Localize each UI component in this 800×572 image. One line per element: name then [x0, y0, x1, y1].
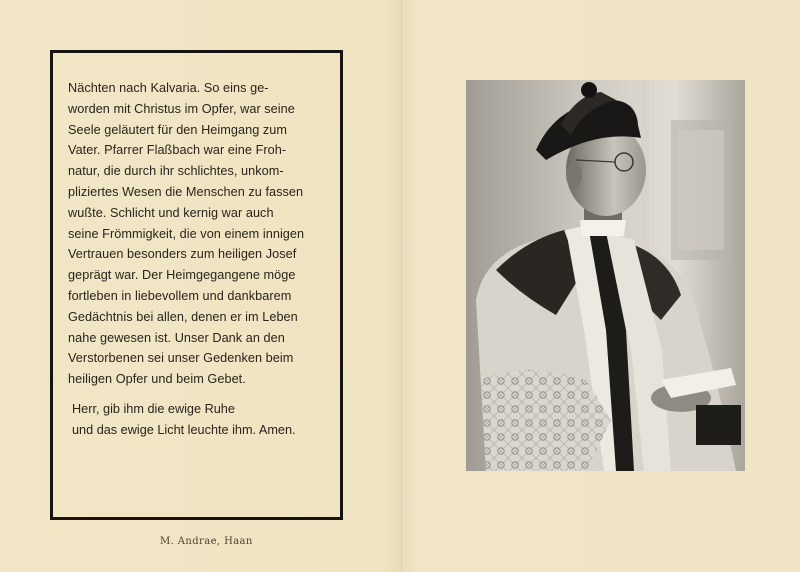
- text-line: heiligen Opfer und beim Gebet.: [68, 372, 246, 387]
- text-line: Verstorbenen sei unser Gedenken beim: [68, 351, 294, 366]
- text-line: fortleben in liebevollem und dankbarem: [68, 288, 292, 303]
- text-line: Seele geläutert für den Heimgang zum: [68, 122, 288, 137]
- text-line: Vater. Pfarrer Flaßbach war eine Froh-: [68, 143, 287, 158]
- prayer-line: und das ewige Licht leuchte ihm. Amen.: [72, 423, 296, 437]
- text-line: pliziertes Wesen die Menschen zu fassen: [68, 184, 304, 199]
- center-fold: [401, 0, 403, 572]
- text-line: seine Frömmigkeit, die von einem innigen: [68, 226, 305, 241]
- prayer-line: Herr, gib ihm die ewige Ruhe: [72, 402, 235, 416]
- text-line: Vertrauen besonders zum heiligen Josef: [68, 247, 297, 262]
- priest-portrait-photo: [466, 80, 745, 471]
- closing-prayer: [72, 399, 342, 441]
- text-line: geprägt war. Der Heimgegangene möge: [68, 268, 296, 283]
- text-line: Gedächtnis bei allen, denen er im Leben: [68, 309, 298, 324]
- text-line: wußte. Schlicht und kernig war auch: [68, 205, 274, 220]
- text-line: nahe gewesen ist. Unser Dank an den: [68, 330, 285, 345]
- printer-imprint: M. Andrae, Haan: [160, 536, 253, 547]
- text-line: Nächten nach Kalvaria. So eins ge-: [68, 81, 269, 95]
- text-line: worden mit Christus im Opfer, war seine: [68, 101, 295, 116]
- memorial-text: [68, 78, 342, 390]
- text-line: natur, die durch ihr schlichtes, unkom-: [68, 164, 284, 179]
